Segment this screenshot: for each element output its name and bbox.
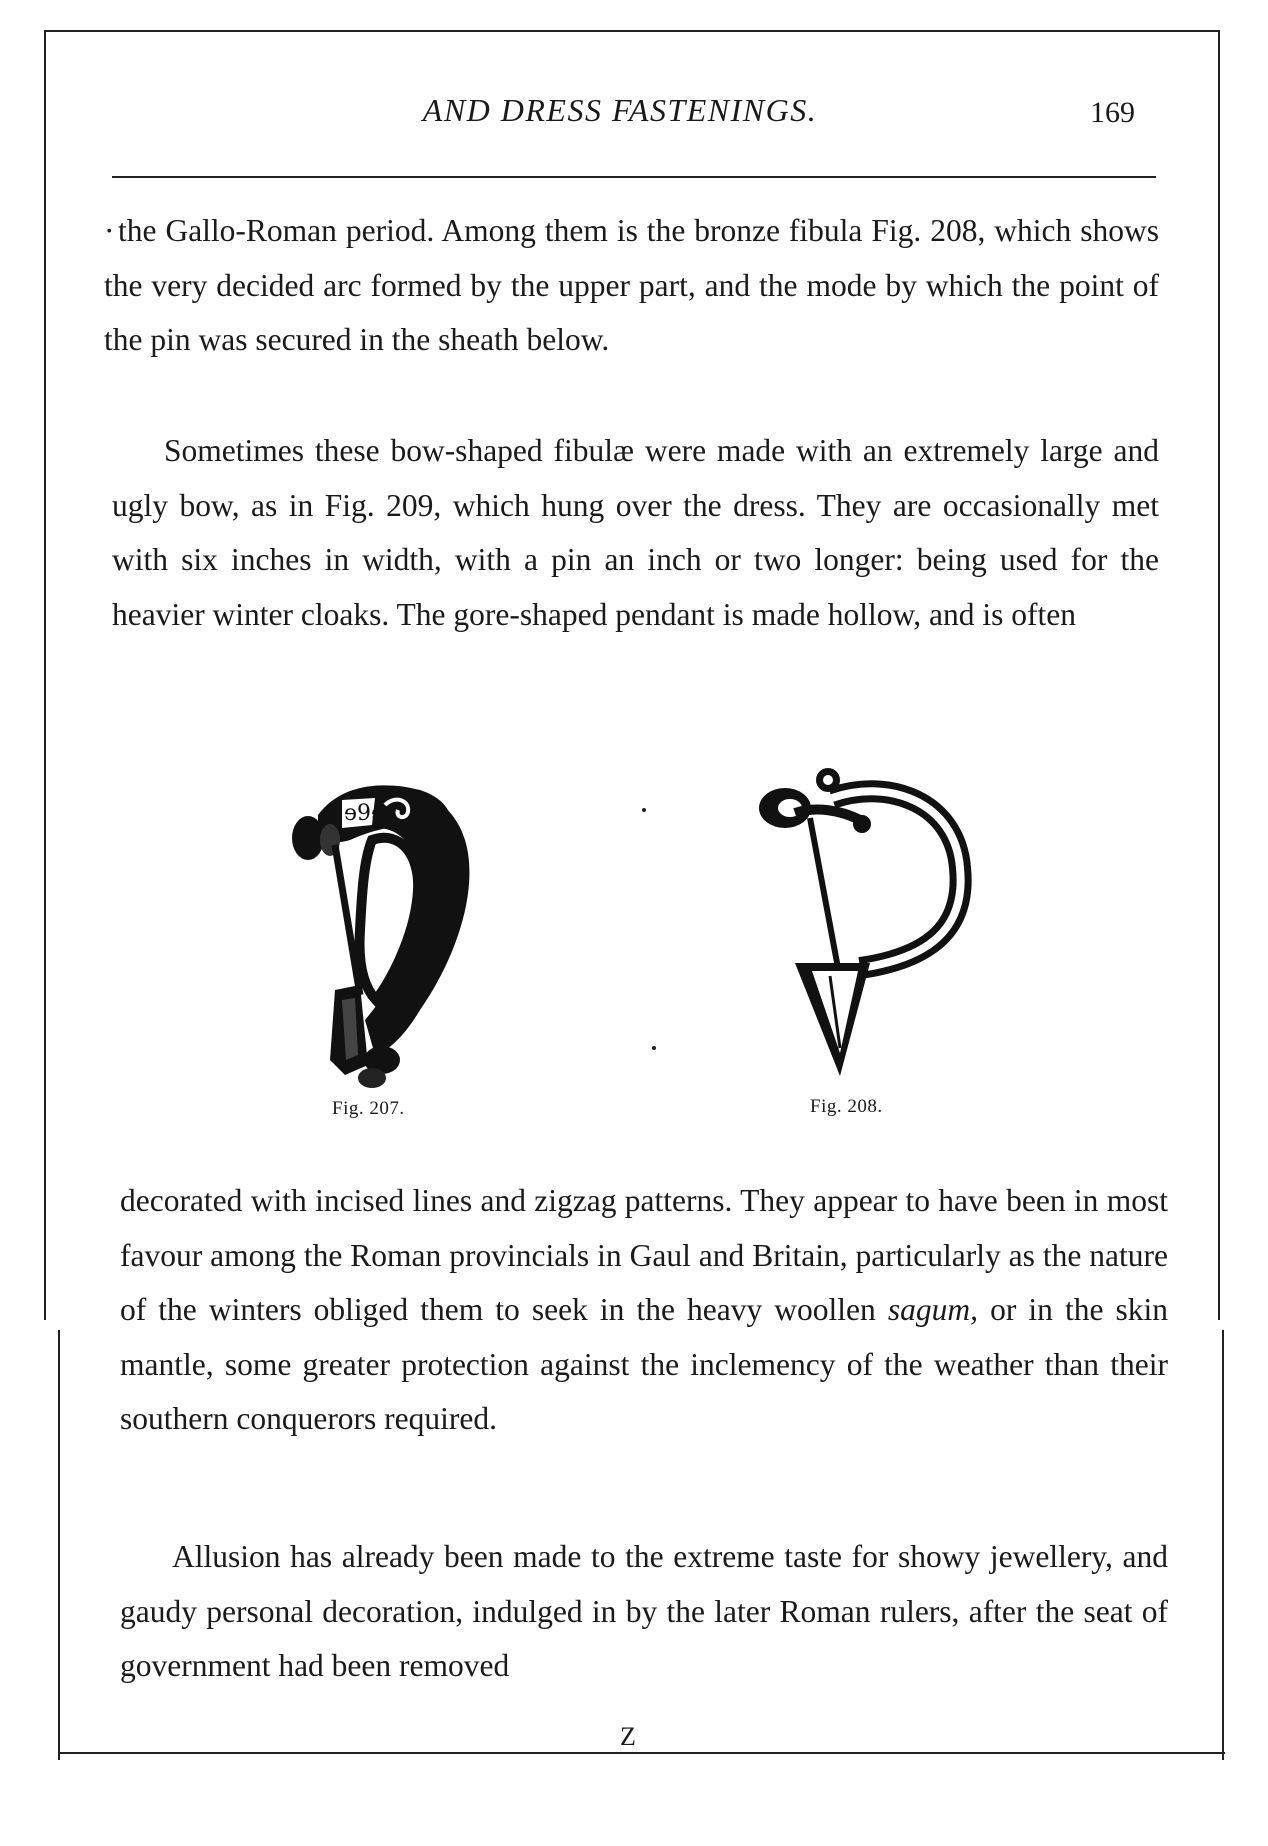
- paragraph-1-text: the Gallo-Roman period. Among them is the bronze fibula Fig. 208, which shows the very decided arc formed by the upper part, and the mode by which the point of the pin was secured in the sheath below.: [104, 213, 1159, 357]
- print-speck: [642, 808, 646, 812]
- paragraph-3-italic-term: sagum,: [887, 1292, 978, 1327]
- paragraph-2-text: Sometimes these bow-shaped fibulæ were made with an extremely large and ugly bow, as in Fig. 209, which hung over the dress. They are occasionally met with six inches in width, with a pin an inch or two longer: being used for the heavier winter cloaks. The gore-shaped pendant is made hollow, and is often: [112, 433, 1159, 632]
- bow-fibula-plain-icon: [740, 758, 1000, 1088]
- page-frame-right: [1218, 30, 1220, 1320]
- figure-207: [280, 760, 520, 1090]
- paragraph-4-text: Allusion has already been made to the extreme taste for showy jewellery, and gaudy personal decoration, indulged in by the later Roman rulers, after the seat of government had been removed: [120, 1539, 1168, 1683]
- paragraph-3-text-a: decorated with incised lines and zigzag patterns. They appear to have been in most favour among the Roman provincials in Gaul and Britain, particularly as the nature of the winters obliged them to seek in the heavy woollen: [120, 1183, 1168, 1327]
- figure-208: [740, 758, 1000, 1088]
- paragraph-2: [112, 424, 1159, 642]
- page-frame-lower-right: [1222, 1330, 1224, 1760]
- figure-207-caption: Fig. 207.: [332, 1098, 405, 1119]
- page-frame-left: [44, 30, 46, 1320]
- paragraph-4: [120, 1530, 1168, 1694]
- page-number: 169: [1090, 96, 1135, 129]
- page-frame-top: [44, 30, 1220, 32]
- svg-text:ɘ9ɘ: ɘ9ɘ: [344, 801, 385, 826]
- header-rule: [112, 176, 1156, 178]
- footer-rule: [60, 1752, 1225, 1754]
- paragraph-3: [120, 1174, 1168, 1447]
- signature-mark: Z: [620, 1722, 636, 1751]
- page-frame-lower-left: [58, 1330, 60, 1760]
- bow-fibula-decorated-icon: [280, 760, 520, 1090]
- figure-208-caption: Fig. 208.: [810, 1096, 883, 1117]
- running-head: AND DRESS FASTENINGS.: [422, 92, 818, 128]
- paragraph-3-text-b: or in the skin mantle, some greater protection against the inclemency of the weather than their southern conquerors required.: [120, 1292, 1169, 1436]
- print-speck: [652, 1046, 656, 1050]
- paragraph-1: · the Gallo-Roman period. Among them is the bronze fibula Fig. 208, which shows the very decided arc formed by the upper part, and the mode by which the point of the pin was secured in the sheath below.: [104, 213, 1159, 357]
